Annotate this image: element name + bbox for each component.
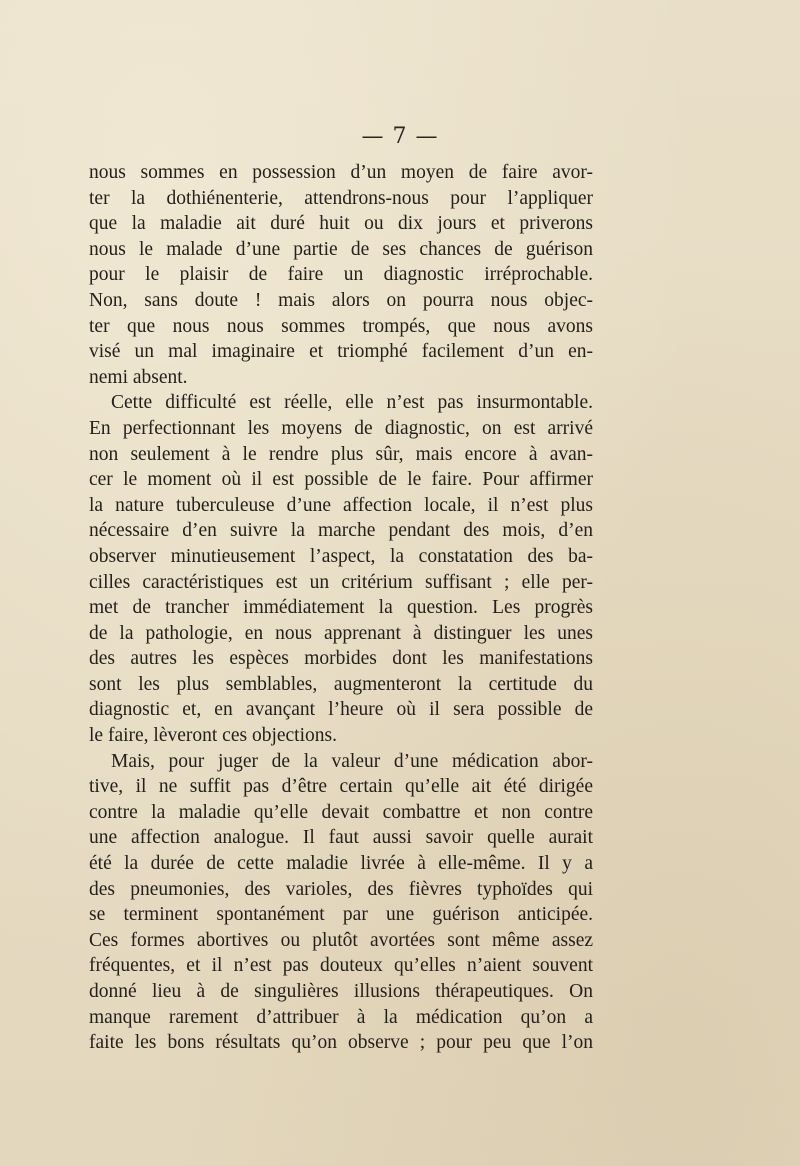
text-line: manque rarement d’attribuer à la médication qu’on a <box>89 1006 593 1028</box>
text-line: Mais, pour juger de la valeur d’une médication abor- <box>111 750 593 772</box>
text-line: contre la maladie qu’elle devait combattre et non contre <box>89 801 593 823</box>
text-line: sont les plus semblables, augmenteront la certitude du <box>89 673 593 695</box>
text-line: donné lieu à de singulières illusions thérapeutiques. On <box>89 981 593 1002</box>
text-line: des pneumonies, des varioles, des fièvres typhoïdes qui <box>89 878 593 900</box>
text-line: nous sommes en possession d’un moyen de faire avor- <box>89 162 593 183</box>
text-line: Ces formes abortives ou plutôt avortées sont même assez <box>89 929 593 951</box>
text-line: que la maladie ait duré huit ou dix jours et priverons <box>89 213 593 235</box>
text-line: diagnostic et, en avançant l’heure où il sera possible de <box>89 699 593 721</box>
text-line: fréquentes, et il n’est pas douteux qu’elles n’aient souvent <box>89 955 593 977</box>
text-line: de la pathologie, en nous apprenant à distinguer les unes <box>89 622 593 644</box>
text-line: cer le moment où il est possible de le faire. Pour affirmer <box>89 469 593 491</box>
text-line: se terminent spontanément par une guérison anticipée. <box>89 904 593 926</box>
text-line: faite les bons résultats qu’on observe ; pour peu que l’on <box>89 1032 593 1054</box>
text-line: nemi absent. <box>89 366 188 388</box>
text-line: Non, sans doute ! mais alors on pourra nous objec- <box>89 289 593 311</box>
text-line: été la durée de cette maladie livrée à elle-même. Il y a <box>89 853 593 875</box>
text-line: visé un mal imaginaire et triomphé facilement d’un en- <box>89 341 593 363</box>
text-line: nous le malade d’une partie de ses chances de guérison <box>89 238 593 260</box>
text-line: une affection analogue. Il faut aussi savoir quelle aurait <box>89 827 593 849</box>
page-number: — 7 — <box>361 124 439 149</box>
text-line: des autres les espèces morbides dont les manifestations <box>89 648 593 670</box>
text-line: tive, il ne suffit pas d’être certain qu’elle ait été dirigée <box>89 776 593 798</box>
text-line: ter que nous nous sommes trompés, que nous avons <box>89 315 593 337</box>
text-line: ter la dothiénenterie, attendrons-nous pour l’appliquer <box>89 187 593 209</box>
text-line: pour le plaisir de faire un diagnostic irréprochable. <box>89 264 593 286</box>
body-text <box>89 160 593 1056</box>
text-line: nécessaire d’en suivre la marche pendant des mois, d’en <box>89 520 593 542</box>
text-line: la nature tuberculeuse d’une affection locale, il n’est plus <box>89 494 593 516</box>
text-line: le faire, lèveront ces objections. <box>89 725 337 747</box>
text-line: En perfectionnant les moyens de diagnostic, on est arrivé <box>89 417 593 439</box>
text-line: Cette difficulté est réelle, elle n’est pas insurmontable. <box>111 392 593 414</box>
text-line: cilles caractéristiques est un critérium suffisant ; elle per- <box>89 571 593 593</box>
text-line: observer minutieusement l’aspect, la constatation des ba- <box>89 545 593 567</box>
text-line: met de trancher immédiatement la question. Les progrès <box>89 597 593 619</box>
text-line: non seulement à le rendre plus sûr, mais encore à avan- <box>89 443 593 465</box>
